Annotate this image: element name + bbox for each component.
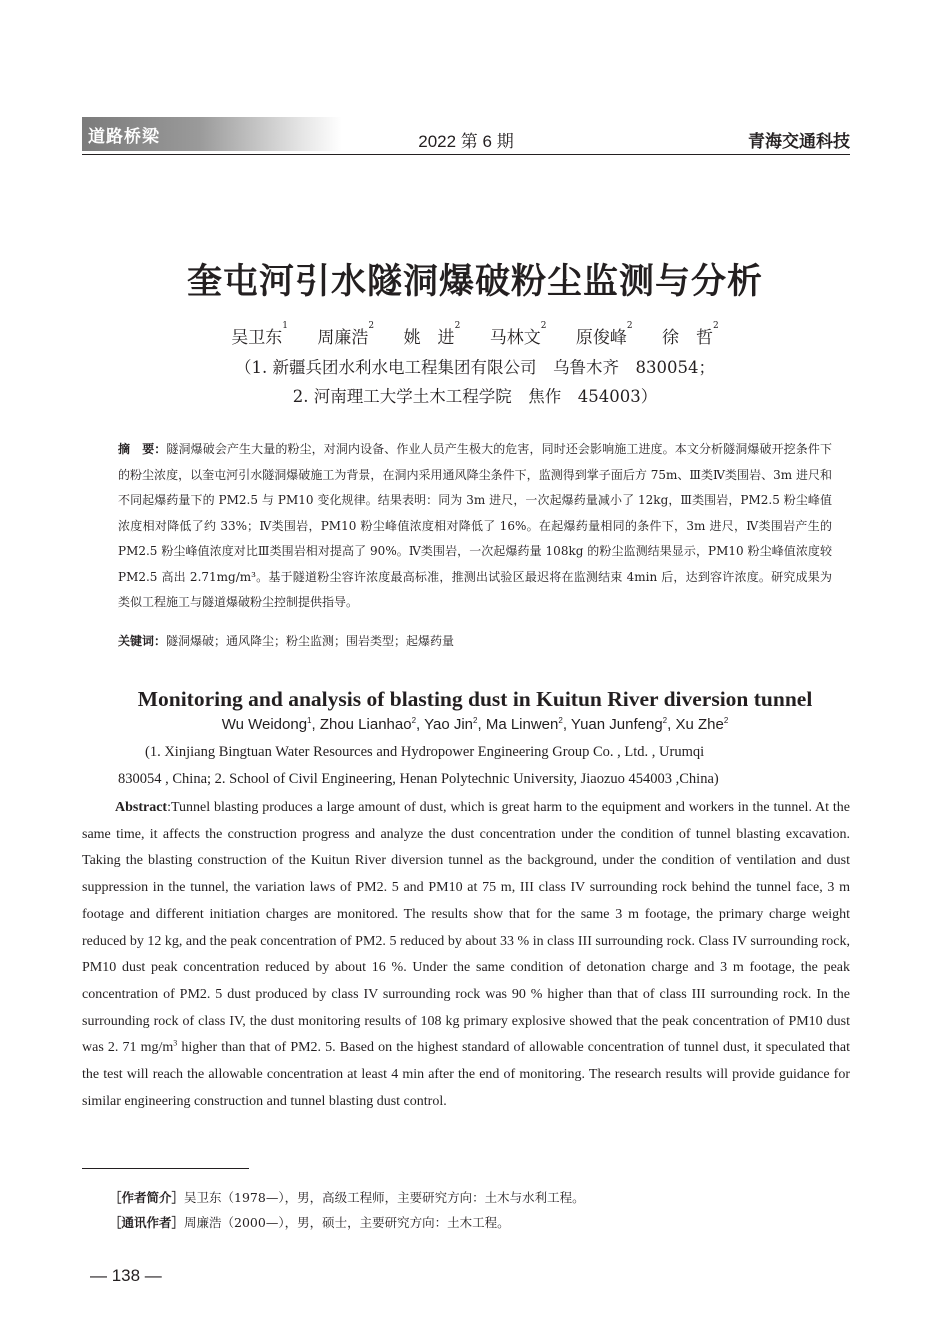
abstract-en-label: Abstract (115, 800, 168, 815)
author-cn: 周廉浩$^2$ (317, 321, 375, 348)
author-list-cn (0, 323, 950, 348)
abstract-en-text-cont: higher than that of PM2. 5. Based on the highest standard of allowable concentration of tunnel dust, it speculated that the test will reach the allowable concentration at least 4 min after the end of monitoring. The research results will provide guidance for similar engineering construction and tunnel blasting dust control. (82, 1040, 850, 1109)
affiliation-cn-line: （1. 新疆兵团水利水电工程集团有限公司 乌鲁木齐 830054； (235, 358, 715, 377)
abstract-en: Abstract:Tunnel blasting produces a large amount of dust, which is great harm to the equipment and workers in the tunnel. At the same time, it affects the construction progress and analyze the dust concentration under the condition of tunnel blasting excavation. Taking the blasting construction of the Kuitun River diversion tunnel as the background, under the condition of ventilation and dust suppression in the tunnel, the variation laws of PM2. 5 and PM10 at 75 m, III class IV surrounding rock behind the tunnel face, 3 m footage and different initiation charges are monitored. The results show that for the same 3 m footage, the primary charge weight reduced by 12 kg, and the peak concentration of PM2. 5 reduced by about 33 % in class III surrounding rock. Class IV surrounding rock, PM10 dust peak concentration reduced by about 16 %. Under the same condition of detonation charge and 3 m footage, the peak concentration of PM2. 5 dust produced by class IV surrounding rock was 90 % higher than that of class III surrounding rock. In the surrounding rock of class IV, the dust monitoring results of 108 kg primary explosive showed that the peak concentration of PM10 dust was 2. 71 $mg/m^3$ higher than that of PM2. 5. Based on the highest standard of allowable concentration of tunnel dust, it speculated that the test will reach the allowable concentration at least 4 min after the end of monitoring. The research results will provide guidance for similar engineering construction and tunnel blasting dust control. (82, 800, 850, 1109)
affiliation-cn-line: 2. 河南理工大学土木工程学院 焦作 454003） (292, 387, 658, 406)
section-label: 道路桥梁 (88, 127, 160, 147)
paper-title-cn: 奎屯河引水隧洞爆破粉尘监测与分析 (186, 261, 763, 302)
author-list-en: Wu Weidong$^1$, Zhou Lianhao$^2$, Yao Jin$^2$, Ma Linwen$^2$, Yuan Junfeng$^2$, Xu Zhe$^2$ (221, 716, 729, 733)
footnote-corresponding-author: ［通讯作者］周廉浩（2000—），男，硕士，主要研究方向：土木工程。 (109, 1215, 510, 1230)
running-header (82, 117, 850, 153)
paper-title-en: Monitoring and analysis of blasting dust in Kuitun River diversion tunnel (137, 687, 813, 711)
keywords-cn-label: 关键词： (118, 634, 167, 648)
author-en: Yao Jin$^2$ (424, 716, 478, 733)
footnote-author-bio: ［作者简介］吴卫东（1978—），男，高级工程师，主要研究方向：土木与水利工程。 (109, 1190, 585, 1205)
affiliation-en-line: (1. Xinjiang Bingtuan Water Resources and Hydropower Engineering Group Co. , Ltd. , Urumqi (145, 744, 705, 760)
header-rule (82, 154, 850, 155)
author-en: Ma Linwen$^2$ (485, 716, 563, 733)
author-cn: 马林文$^2$ (489, 321, 547, 348)
affiliation-en-line: 830054 , China; 2. School of Civil Engineering, Henan Polytechnic University, Jiaozuo 454003 ,China) (118, 771, 719, 787)
abstract-cn-label: 摘 要： (118, 442, 167, 456)
author-cn: 姚 进$^2$ (403, 321, 461, 348)
author-en: Wu Weidong$^1$ (221, 716, 312, 733)
author-cn: 吴卫东$^1$ (231, 321, 289, 348)
author-cn: 徐 哲$^2$ (661, 321, 719, 348)
author-en: Xu Zhe$^2$ (675, 716, 729, 733)
author-en: Zhou Lianhao$^2$ (319, 716, 417, 733)
keywords-cn (118, 632, 832, 649)
author-en: Yuan Junfeng$^2$ (570, 716, 668, 733)
author-cn: 原俊峰$^2$ (575, 321, 633, 348)
keywords-cn-text: 隧洞爆破；通风降尘；粉尘监测；围岩类型；起爆药量 (166, 634, 455, 648)
page-number: — 138 — (90, 1266, 162, 1285)
abstract-cn-text: 隧洞爆破会产生大量的粉尘，对洞内设备、作业人员产生极大的危害，同时还会影响施工进度。本文分析隧洞爆破开挖条件下的粉尘浓度，以奎屯河引水隧洞爆破施工为背景，在洞内采用通风降尘条件下，监测得到掌子面后方 75m、Ⅲ类Ⅳ类围岩、3m 进尺和不同起爆药量下的 PM2.5 与 PM10 变化规律。结果表明：同为 3m 进尺，一次起爆药量减小了 12kg，Ⅲ类围岩，PM2.5 粉尘峰值浓度相对降低了约 33%；Ⅳ类围岩，PM10 粉尘峰值浓度相对降低了 16%。在起爆药量相同的条件下，3m 进尺，Ⅳ类围岩产生的 PM2.5 粉尘峰值浓度对比Ⅲ类围岩相对提高了 90%。Ⅳ类围岩，一次起爆药量 108kg 的粉尘监测结果显示，PM10 粉尘峰值浓度较 PM2.5 高出 2.71mg/m³。基于隧道粉尘容许浓度最高标准，推测出试验区最迟将在监测结束 4min 后，达到容许浓度。研究成果为类似工程施工与隧道爆破粉尘控制提供指导。 (118, 442, 832, 609)
abstract-en-sup: 3 (173, 1038, 178, 1048)
abstract-cn (118, 437, 832, 616)
abstract-en-text: Tunnel blasting produces a large amount of dust, which is great harm to the equipment and workers in the tunnel. At the same time, it affects the construction progress and analyze the dust concentration under the condition of tunnel blasting excavation. Taking the blasting construction of the Kuitun River diversion tunnel as the background, under the condition of ventilation and dust suppression in the tunnel, the variation laws of PM2. 5 and PM10 at 75 m, III class IV surrounding rock behind the tunnel face, 3 m footage and different initiation charges are monitored. The results show that for the same 3 m footage, the primary charge weight reduced by 12 kg, and the peak concentration of PM2. 5 reduced by about 33 % in class III surrounding rock. Class IV surrounding rock, PM10 dust peak concentration reduced by about 16 %. Under the same condition of detonation charge and 3 m footage, the peak concentration of PM2. 5 dust produced by class IV surrounding rock was 90 % higher than that of class III surrounding rock. In the surrounding rock of class IV, the dust monitoring results of 108 kg primary explosive showed that the peak concentration of PM10 dust was 2. 71 mg/m (82, 800, 850, 1056)
footnote-rule (82, 1168, 249, 1169)
issue-label: 2022 第 6 期 (418, 132, 514, 151)
journal-name: 青海交通科技 (748, 132, 850, 152)
